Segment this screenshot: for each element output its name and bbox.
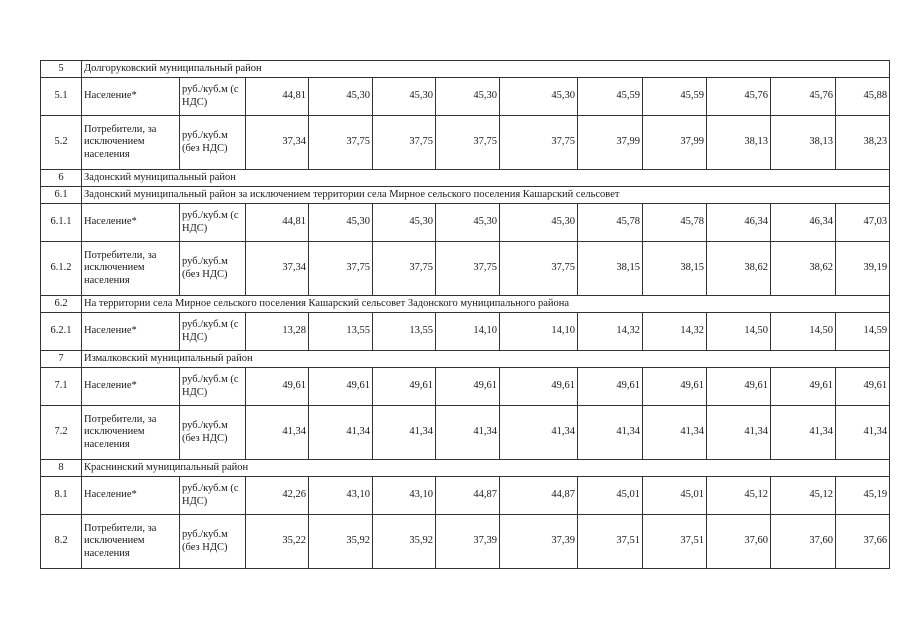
tariff-value: 13,55	[309, 313, 373, 351]
tariff-value: 49,61	[436, 368, 500, 406]
tariff-value: 41,34	[771, 406, 836, 460]
consumer-category: Потребители, за исключением населения	[82, 116, 180, 170]
tariff-value: 14,59	[836, 313, 890, 351]
tariff-value: 44,87	[500, 477, 578, 515]
tariff-value: 45,88	[836, 78, 890, 116]
unit-of-measure: руб./куб.м (без НДС)	[180, 406, 246, 460]
tariff-value: 37,75	[309, 242, 373, 296]
section-code: 8	[41, 460, 82, 477]
tariff-value: 14,10	[500, 313, 578, 351]
tariff-value: 45,78	[578, 204, 643, 242]
consumer-category: Население*	[82, 477, 180, 515]
tariff-value: 37,60	[771, 515, 836, 569]
tariff-value: 38,23	[836, 116, 890, 170]
section-header	[41, 460, 890, 477]
unit-of-measure: руб./куб.м (с НДС)	[180, 368, 246, 406]
tariff-value: 45,30	[373, 78, 436, 116]
tariff-value: 42,26	[246, 477, 309, 515]
row-code: 8.2	[41, 515, 82, 569]
tariff-value: 38,62	[771, 242, 836, 296]
tariff-value: 45,78	[643, 204, 707, 242]
tariff-value: 43,10	[309, 477, 373, 515]
tariff-value: 38,13	[707, 116, 771, 170]
tariff-value: 44,87	[436, 477, 500, 515]
section-title: Измалковский муниципальный район	[82, 351, 890, 368]
table-row	[41, 406, 890, 460]
tariff-value: 41,34	[643, 406, 707, 460]
consumer-category: Население*	[82, 313, 180, 351]
tariff-value: 37,34	[246, 116, 309, 170]
unit-of-measure: руб./куб.м (с НДС)	[180, 204, 246, 242]
consumer-category: Население*	[82, 204, 180, 242]
tariff-value: 41,34	[436, 406, 500, 460]
section-code: 6.1	[41, 187, 82, 204]
section-code: 7	[41, 351, 82, 368]
tariff-value: 13,55	[373, 313, 436, 351]
table-row	[41, 515, 890, 569]
tariff-value: 37,39	[500, 515, 578, 569]
tariff-value: 44,81	[246, 78, 309, 116]
unit-of-measure: руб./куб.м (без НДС)	[180, 515, 246, 569]
tariff-value: 37,75	[500, 116, 578, 170]
row-code: 7.1	[41, 368, 82, 406]
section-title: Задонский муниципальный район за исключением территории села Мирное сельского поселения Кашарский сельсовет	[82, 187, 890, 204]
tariff-value: 45,30	[436, 78, 500, 116]
tariff-value: 14,32	[643, 313, 707, 351]
tariff-value: 14,50	[771, 313, 836, 351]
tariff-value: 35,22	[246, 515, 309, 569]
tariff-value: 13,28	[246, 313, 309, 351]
tariff-table-body	[41, 61, 890, 569]
consumer-category: Потребители, за исключением населения	[82, 242, 180, 296]
tariff-value: 47,03	[836, 204, 890, 242]
tariff-value: 41,34	[373, 406, 436, 460]
tariff-value: 43,10	[373, 477, 436, 515]
section-title: Задонский муниципальный район	[82, 170, 890, 187]
tariff-value: 46,34	[771, 204, 836, 242]
tariff-value: 46,34	[707, 204, 771, 242]
tariff-table	[40, 60, 890, 569]
tariff-value: 45,76	[771, 78, 836, 116]
section-title: Долгоруковский муниципальный район	[82, 61, 890, 78]
tariff-value: 37,51	[643, 515, 707, 569]
tariff-value: 37,75	[309, 116, 373, 170]
tariff-value: 37,75	[436, 116, 500, 170]
tariff-value: 45,30	[500, 204, 578, 242]
tariff-value: 41,34	[246, 406, 309, 460]
table-row	[41, 116, 890, 170]
consumer-category: Потребители, за исключением населения	[82, 406, 180, 460]
section-header	[41, 351, 890, 368]
tariff-value: 37,99	[578, 116, 643, 170]
section-code: 5	[41, 61, 82, 78]
tariff-value: 35,92	[309, 515, 373, 569]
tariff-value: 49,61	[500, 368, 578, 406]
tariff-value: 45,01	[643, 477, 707, 515]
tariff-value: 37,75	[500, 242, 578, 296]
tariff-value: 41,34	[500, 406, 578, 460]
section-code: 6	[41, 170, 82, 187]
table-row	[41, 477, 890, 515]
section-code: 6.2	[41, 296, 82, 313]
unit-of-measure: руб./куб.м (с НДС)	[180, 78, 246, 116]
unit-of-measure: руб./куб.м (с НДС)	[180, 477, 246, 515]
tariff-value: 49,61	[643, 368, 707, 406]
tariff-value: 49,61	[771, 368, 836, 406]
tariff-value: 45,30	[373, 204, 436, 242]
subsection-header	[41, 296, 890, 313]
tariff-value: 39,19	[836, 242, 890, 296]
tariff-value: 45,30	[436, 204, 500, 242]
tariff-value: 37,51	[578, 515, 643, 569]
row-code: 5.1	[41, 78, 82, 116]
tariff-value: 45,19	[836, 477, 890, 515]
tariff-value: 49,61	[309, 368, 373, 406]
tariff-value: 41,34	[836, 406, 890, 460]
tariff-value: 37,39	[436, 515, 500, 569]
tariff-value: 38,15	[578, 242, 643, 296]
tariff-value: 45,30	[309, 204, 373, 242]
tariff-value: 45,76	[707, 78, 771, 116]
row-code: 6.1.2	[41, 242, 82, 296]
table-row	[41, 78, 890, 116]
tariff-value: 45,30	[500, 78, 578, 116]
table-row	[41, 204, 890, 242]
tariff-value: 45,01	[578, 477, 643, 515]
subsection-header	[41, 187, 890, 204]
tariff-value: 38,62	[707, 242, 771, 296]
tariff-value: 37,75	[373, 116, 436, 170]
tariff-value: 44,81	[246, 204, 309, 242]
tariff-value: 41,34	[707, 406, 771, 460]
table-row	[41, 242, 890, 296]
tariff-value: 38,15	[643, 242, 707, 296]
section-title: Краснинский муниципальный район	[82, 460, 890, 477]
tariff-value: 45,59	[643, 78, 707, 116]
tariff-value: 41,34	[578, 406, 643, 460]
tariff-value: 14,32	[578, 313, 643, 351]
tariff-value: 49,61	[246, 368, 309, 406]
section-title: На территории села Мирное сельского поселения Кашарский сельсовет Задонского муниципального района	[82, 296, 890, 313]
tariff-value: 37,34	[246, 242, 309, 296]
unit-of-measure: руб./куб.м (без НДС)	[180, 116, 246, 170]
tariff-value: 14,50	[707, 313, 771, 351]
row-code: 7.2	[41, 406, 82, 460]
tariff-value: 49,61	[707, 368, 771, 406]
row-code: 6.1.1	[41, 204, 82, 242]
consumer-category: Население*	[82, 78, 180, 116]
tariff-value: 45,59	[578, 78, 643, 116]
tariff-value: 37,75	[373, 242, 436, 296]
row-code: 6.2.1	[41, 313, 82, 351]
row-code: 8.1	[41, 477, 82, 515]
consumer-category: Потребители, за исключением населения	[82, 515, 180, 569]
tariff-value: 35,92	[373, 515, 436, 569]
consumer-category: Население*	[82, 368, 180, 406]
tariff-value: 37,66	[836, 515, 890, 569]
tariff-value: 45,12	[771, 477, 836, 515]
tariff-value: 49,61	[373, 368, 436, 406]
tariff-value: 49,61	[836, 368, 890, 406]
section-header	[41, 61, 890, 78]
row-code: 5.2	[41, 116, 82, 170]
table-row	[41, 368, 890, 406]
tariff-value: 14,10	[436, 313, 500, 351]
tariff-value: 45,12	[707, 477, 771, 515]
tariff-value: 49,61	[578, 368, 643, 406]
tariff-value: 37,99	[643, 116, 707, 170]
tariff-value: 37,75	[436, 242, 500, 296]
tariff-value: 37,60	[707, 515, 771, 569]
unit-of-measure: руб./куб.м (с НДС)	[180, 313, 246, 351]
section-header	[41, 170, 890, 187]
tariff-value: 41,34	[309, 406, 373, 460]
tariff-value: 38,13	[771, 116, 836, 170]
tariff-value: 45,30	[309, 78, 373, 116]
table-row	[41, 313, 890, 351]
unit-of-measure: руб./куб.м (без НДС)	[180, 242, 246, 296]
